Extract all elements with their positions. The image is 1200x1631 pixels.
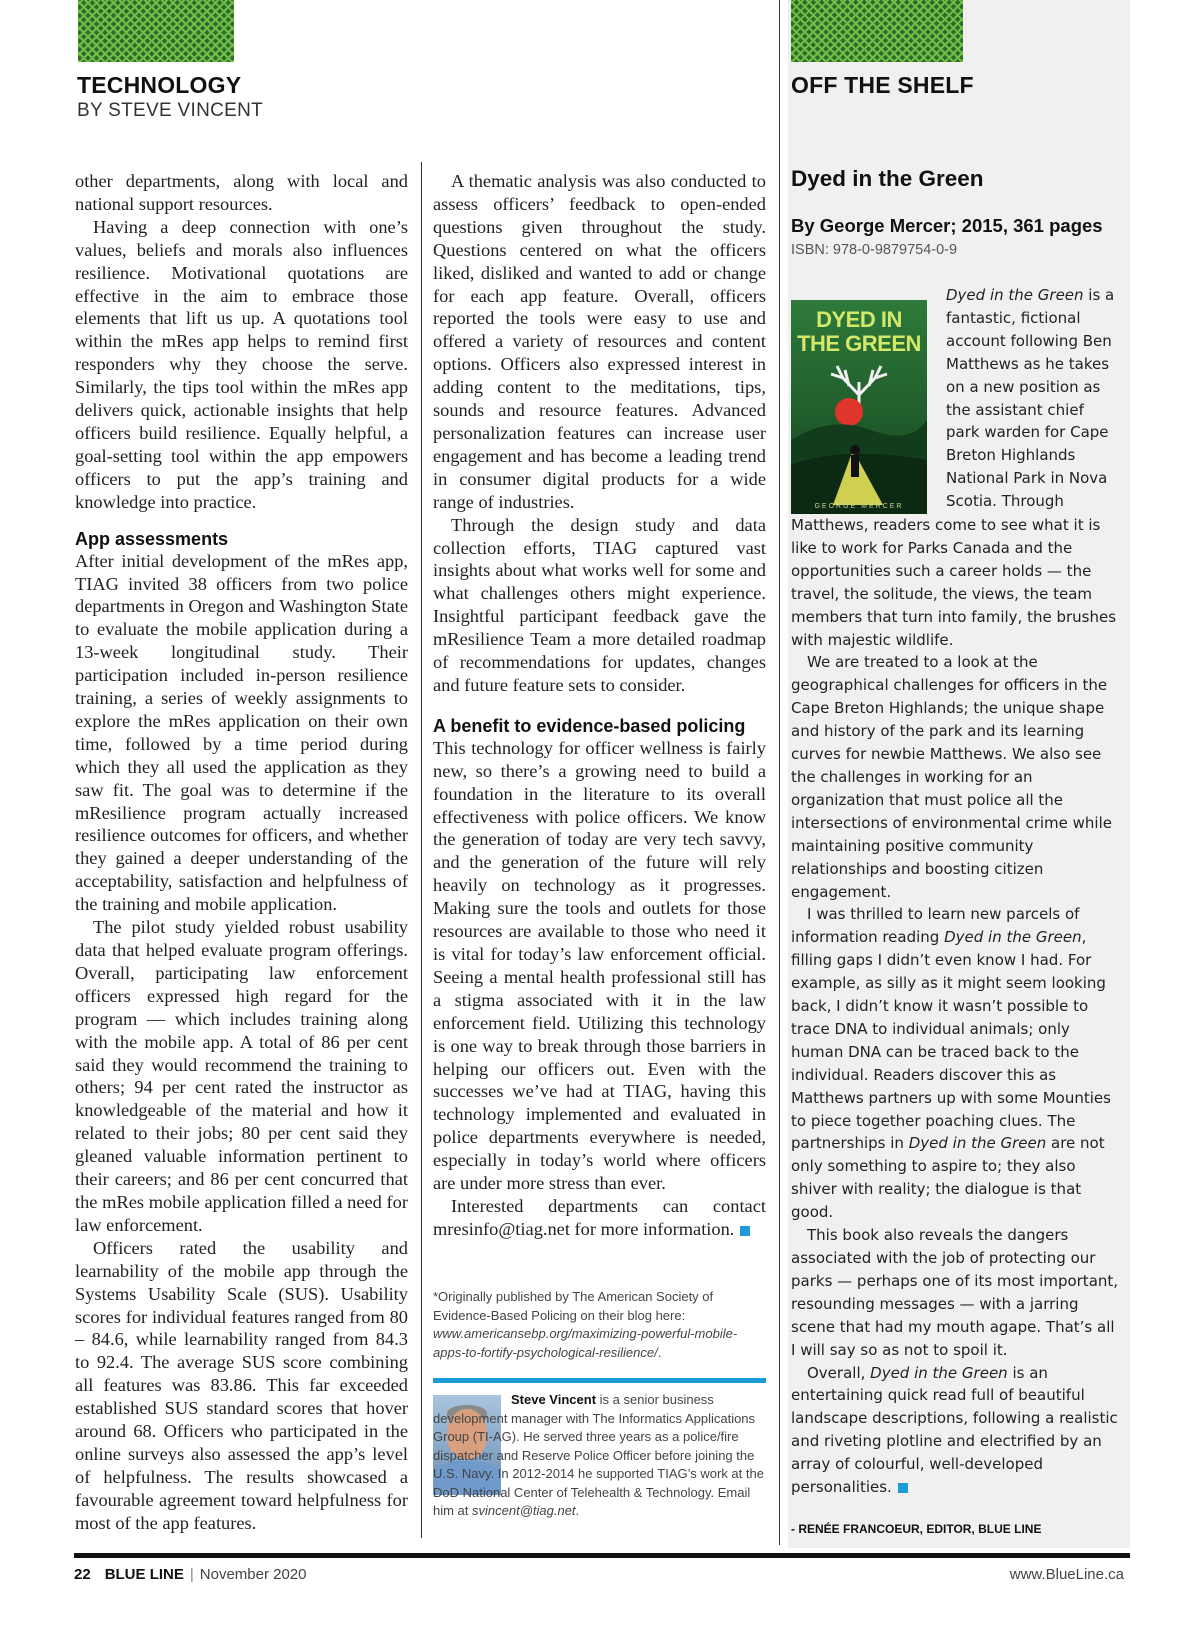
book-title-inline: Dyed in the Green: [946, 286, 1084, 304]
author-bio-name: Steve Vincent: [511, 1392, 597, 1407]
author-bio: [433, 1391, 768, 1521]
book-title: Dyed in the Green: [791, 166, 984, 191]
text-span: Overall,: [807, 1363, 871, 1382]
paragraph: Through the design study and data collection efforts, TIAG captured vast insights about what works well for some and what challenges others might experience. Insightful participant feedback gave the mResilience Team a more detailed roadmap of recommendations for updates, changes and future feature sets to consider.: [433, 514, 766, 695]
off-the-shelf-pattern-banner: [791, 0, 963, 62]
issue-date: November 2020: [199, 1566, 307, 1583]
book-byline: By George Mercer; 2015, 361 pages: [791, 215, 1103, 236]
book-title-inline: Dyed in the Green: [908, 1134, 1047, 1153]
article-column-2: [433, 170, 766, 1241]
paragraph: Having a deep connection with one’s values, beliefs and morals also influences resilience. Motivational quotations are effective in the aim to embrace those elements that lift us up. A quotations tool within the mRes app helps to remind first responders why they choose the serve. Similarly, the tips tool within the mRes app delivers quick, actionable insights that help officers build resilience. Equally helpful, a goal-setting tool within the app empowers officers to put the app’s training and knowledge into practice.: [75, 216, 408, 512]
footnote-text: *Originally published by The American Society of Evidence-Based Policing on their blog here:: [433, 1289, 714, 1323]
paragraph: This book also reveals the dangers associated with the job of protecting our parks — perhaps one of its most important, resounding messages — with a jarring scene that had my mouth agape. That’s all I will say so as not to spoil it.: [791, 1226, 1119, 1359]
book-title-inline: Dyed in the Green: [870, 1363, 1008, 1382]
technology-section-title: TECHNOLOGY: [77, 72, 242, 98]
article-column-1: [75, 170, 408, 1535]
paragraph: A thematic analysis was also conducted to assess officers’ feedback to open-ended questions given throughout the study. Questions centered on what the officers liked, disliked and wanted to add or change for each app feature. Overall, officers reported the tools were easy to use and offered a variety of resources and content options. Officers also expressed interest in adding content to the meditations, tips, sounds and resource features. Advanced personalization features can increase user engagement and has become a leading trend in consumer digital products for a wide range of industries.: [433, 171, 766, 512]
book-cover-author: GEORGE MERCER: [814, 503, 904, 510]
book-isbn: ISBN: 978-0-9879754-0-9: [791, 242, 958, 258]
footnote-end: .: [657, 1344, 662, 1360]
paragraph: The pilot study yielded robust usability data that helped evaluate program offerings. Overall, participating law enforcement officers expressed high regard for the program — which includes training along with the mobile app. A total of 86 per cent said they would recommend the training to others; 94 per cent rated the instructor as knowledgeable of the material and how it related to their jobs; 80 per cent said they gleaned valuable information pertinent to their careers; and 86 per cent concurred that the mRes mobile application filled a need for law enforcement.: [75, 917, 408, 1235]
bio-divider-rule: [433, 1378, 766, 1383]
paragraph: This technology for officer wellness is fairly new, so there’s a growing need to build a foundation in the literature to its overall effectiveness with police officers. We know the generation of today are very tech savvy, and the generation of the future will rely heavily on technology as it progresses. Making sure the tools and outlets for those resources are available to those who need it is vital for today’s law enforcement official. Seeing a mental health professional still has a stigma associated with it in the law enforcement field. Utilizing this technology is one way to break through those barriers in helping our officers out. Even with the successes we’ve had at TIAG, having this technology implemented and evaluated in police departments everywhere is needed, especially in today’s world where officers are under more stress than ever.: [433, 737, 766, 1194]
review-intro-wrapped: [946, 284, 1116, 513]
book-title-inline: Dyed in the Green: [944, 928, 1082, 947]
page-number: 22: [74, 1566, 91, 1583]
paragraph: [791, 1362, 1119, 1499]
column-divider-2: [779, 0, 780, 1545]
off-the-shelf-section-title: OFF THE SHELF: [791, 72, 974, 98]
footer-separator: |: [189, 1566, 194, 1583]
paragraph: [791, 903, 1119, 1224]
paragraph: We are treated to a look at the geographical challenges for officers in the Cape Breton Highlands; the unique shape and history of the park and its learning curves for newbie Matthews. We also see the challenges in working for an organization that must police all the intersections of environmental crime while maintaining positive community relationships and boosting citizen engagement.: [791, 653, 1112, 901]
website-link[interactable]: www.BlueLine.ca: [1009, 1566, 1124, 1583]
footnote-link[interactable]: www.americansebp.org/maximizing-powerful-mobile-apps-to-fortify-psychological-resilience/: [433, 1326, 738, 1360]
review-body: [791, 514, 1119, 1499]
paragraph: Officers rated the usability and learnability of the mobile app through the Systems Usability Scale (SUS). Usability scores for individual features ranged from 80 – 84.6, while learnability ranged from 84.3 to 92.4. The average SUS score combining all features was 83.86. This far exceeded established SUS standard scores that hover around 68. Officers who participated in the online surveys also assessed the app’s level of helpfulness. The results showcased a favourable agreement toward helpfulness for most of the app features.: [75, 1237, 408, 1533]
end-of-review-mark: [898, 1483, 908, 1493]
paragraph: [433, 1195, 766, 1241]
text-span: are not only something to aspire to; they also shiver with reality; the dialogue is that good.: [791, 1134, 1105, 1222]
footer-folio: [74, 1566, 307, 1583]
review-credit: - RENÉE FRANCOEUR, EDITOR, BLUE LINE: [791, 1522, 1042, 1536]
column-divider-1: [421, 162, 422, 1538]
footnote: [433, 1288, 766, 1362]
paragraph: After initial development of the mRes app, TIAG invited 38 officers from two police departments in Oregon and Washington State to evaluate the mobile application during a 13-week longitudinal study. Their participation included in-person resilience training, a series of weekly assignments to explore the mRes application on their own time, followed by a time period during which they all used the application as they saw fit. The goal was to determine if the mResilience program actually increased resilience outcomes for officers, and whether they gained a deeper understanding of the acceptability, satisfaction and helpfulness of the training and mobile application.: [75, 550, 408, 915]
text-span: is an entertaining quick read full of beautiful landscape descriptions, following a realistic and riveting plotline and electrified by an array of colourful, well-developed personalities.: [791, 1363, 1118, 1497]
paragraph: Matthews, readers come to see what it is like to work for Parks Canada and the opportunities such a career holds — the travel, the solitude, the views, the team members that turn into family, the brushes with majestic wildlife.: [791, 516, 1117, 649]
section-heading-app-assessments: App assessments: [75, 528, 229, 549]
text-span: I was thrilled to learn new parcels of information reading: [791, 905, 1080, 947]
review-intro-text: is a fantastic, fictional account following Ben Matthews as he takes on a new position as the assistant chief park warden for Cape Breton Highlands National Park in Nova Scotia. Through: [946, 286, 1115, 511]
magazine-name: BLUE LINE: [104, 1566, 184, 1583]
end-of-article-mark: [740, 1226, 750, 1236]
cover-title-line-1: DYED IN: [816, 307, 902, 332]
author-email-link[interactable]: svincent@tiag.net: [472, 1503, 576, 1518]
closing-sentence: Interested departments can contact mresinfo@tiag.net for more information.: [433, 1195, 766, 1239]
paragraph: other departments, along with local and national support resources.: [75, 171, 408, 214]
text-span: , filling gaps I didn’t even know I had. For example, as silly as it might seem looking back, I didn’t know it wasn’t possible to trace DNA to individual animals; only human DNA can be traced back to the individual. Readers discover this as Matthews partners up with some Mounties to piece together poaching clues. The partnerships in: [791, 928, 1111, 1153]
technology-pattern-banner: [78, 0, 234, 62]
article-byline: BY STEVE VINCENT: [77, 100, 264, 121]
author-bio-end: .: [575, 1503, 580, 1518]
section-heading-evidence-based-policing: A benefit to evidence-based policing: [433, 715, 746, 736]
book-cover-image: [791, 300, 927, 514]
footer-rule: [74, 1553, 1130, 1558]
cover-title-line-2: THE GREEN: [797, 331, 921, 356]
book-cover-illustration: [791, 300, 927, 514]
author-bio-text: is a senior business development manager with The Informatics Applications Group (TI-AG). He served three years as a police/fire dispatcher and Reserve Police Officer before joining the U.S. Navy. In 2012-2014 he supported TIAG’s work at the DoD National Center of Telehealth & Technology. Email him at: [433, 1392, 764, 1518]
paragraph: [946, 284, 1116, 513]
